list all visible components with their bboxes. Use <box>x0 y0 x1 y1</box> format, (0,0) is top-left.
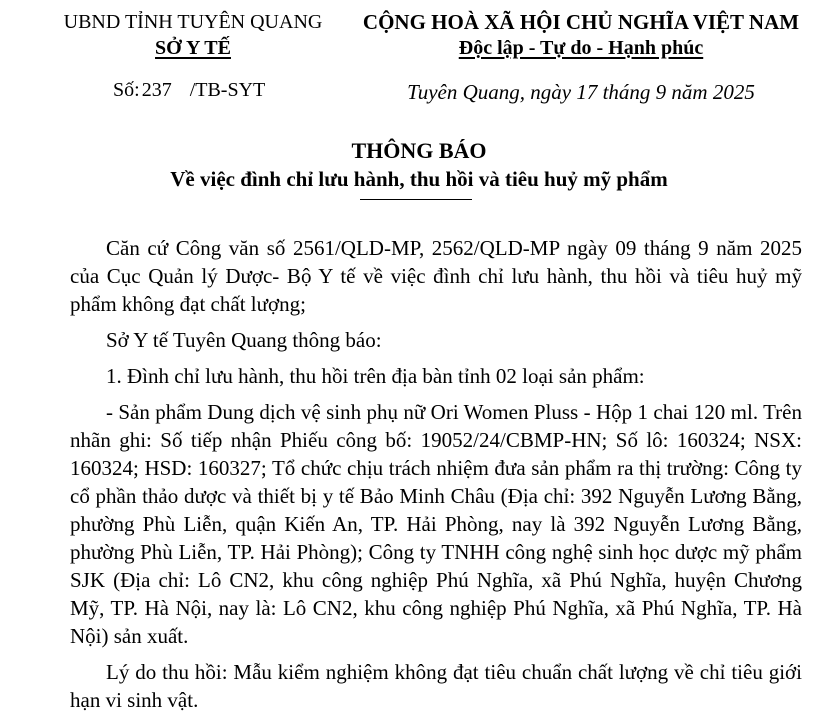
national-slogan <box>344 36 818 60</box>
paragraph-announcement: Sở Y tế Tuyên Quang thông báo: <box>106 328 382 352</box>
paragraph-item-1: 1. Đình chỉ lưu hành, thu hồi trên địa bàn tỉnh 02 loại sản phẩm: <box>106 364 645 388</box>
paragraph-legal-basis: Căn cứ Công văn số 2561/QLD-MP, 2562/QLD-MP ngày 09 tháng 9 năm 2025 của Cục Quản lý Dược- Bộ Y tế về việc đình chỉ lưu hành, thu hồi và tiêu huỷ mỹ phẩm không đạt chất lượng; <box>70 236 802 316</box>
document-number <box>113 78 265 102</box>
national-slogan-text: Độc lập - Tự do - Hạnh phúc <box>458 37 704 59</box>
paragraph-recall-reason: Lý do thu hồi: Mẫu kiểm nghiệm không đạt tiêu chuẩn chất lượng về chỉ tiêu giới hạn vi sinh vật. <box>70 660 802 712</box>
national-motto: CỘNG HOÀ XÃ HỘI CHỦ NGHĨA VIỆT NAM <box>362 10 800 34</box>
department-name-text: SỞ Y TẾ <box>155 37 231 59</box>
document-number-value: 237 <box>141 79 172 101</box>
place-date: Tuyên Quang, ngày 17 tháng 9 năm 2025 <box>407 80 755 104</box>
agency-name: UBND TỈNH TUYÊN QUANG <box>63 11 323 33</box>
document-number-prefix: Số: <box>113 79 140 101</box>
document-body <box>70 234 802 714</box>
document-title: THÔNG BÁO <box>351 138 487 163</box>
paragraph-product-details: - Sản phẩm Dung dịch vệ sinh phụ nữ Ori Women Pluss - Hộp 1 chai 120 ml. Trên nhãn ghi: Số tiếp nhận Phiếu công bố: 19052/24/CBMP-HN; Số lô: 160324; NSX: 160324; HSD: 160327; Tổ chức chịu trách nhiệm đưa sản phẩm ra thị trường: Công ty cổ phần thảo dược và thiết bị y tế Bảo Minh Châu (Địa chỉ: 392 Nguyễn Lương Bằng, phường Phù Liễn, quận Kiến An, TP. Hải Phòng, nay là 392 Nguyễn Lương Bằng, phường Phù Liễn, TP. Hải Phòng); Công ty TNHH công nghệ sinh học dược mỹ phẩm SJK (Địa chỉ: Lô CN2, khu công nghiệp Phú Nghĩa, xã Phú Nghĩa, huyện Chương Mỹ, TP. Hà Nội, nay là: Lô CN2, khu công nghiệp Phú Nghĩa, xã Phú Nghĩa, TP. Hà Nội) sản xuất. <box>70 400 802 648</box>
department-name <box>48 36 338 60</box>
document-number-suffix: /TB-SYT <box>189 79 266 101</box>
title-divider <box>360 199 472 200</box>
document-subtitle: Về việc đình chỉ lưu hành, thu hồi và tiêu huỷ mỹ phẩm <box>170 167 668 191</box>
